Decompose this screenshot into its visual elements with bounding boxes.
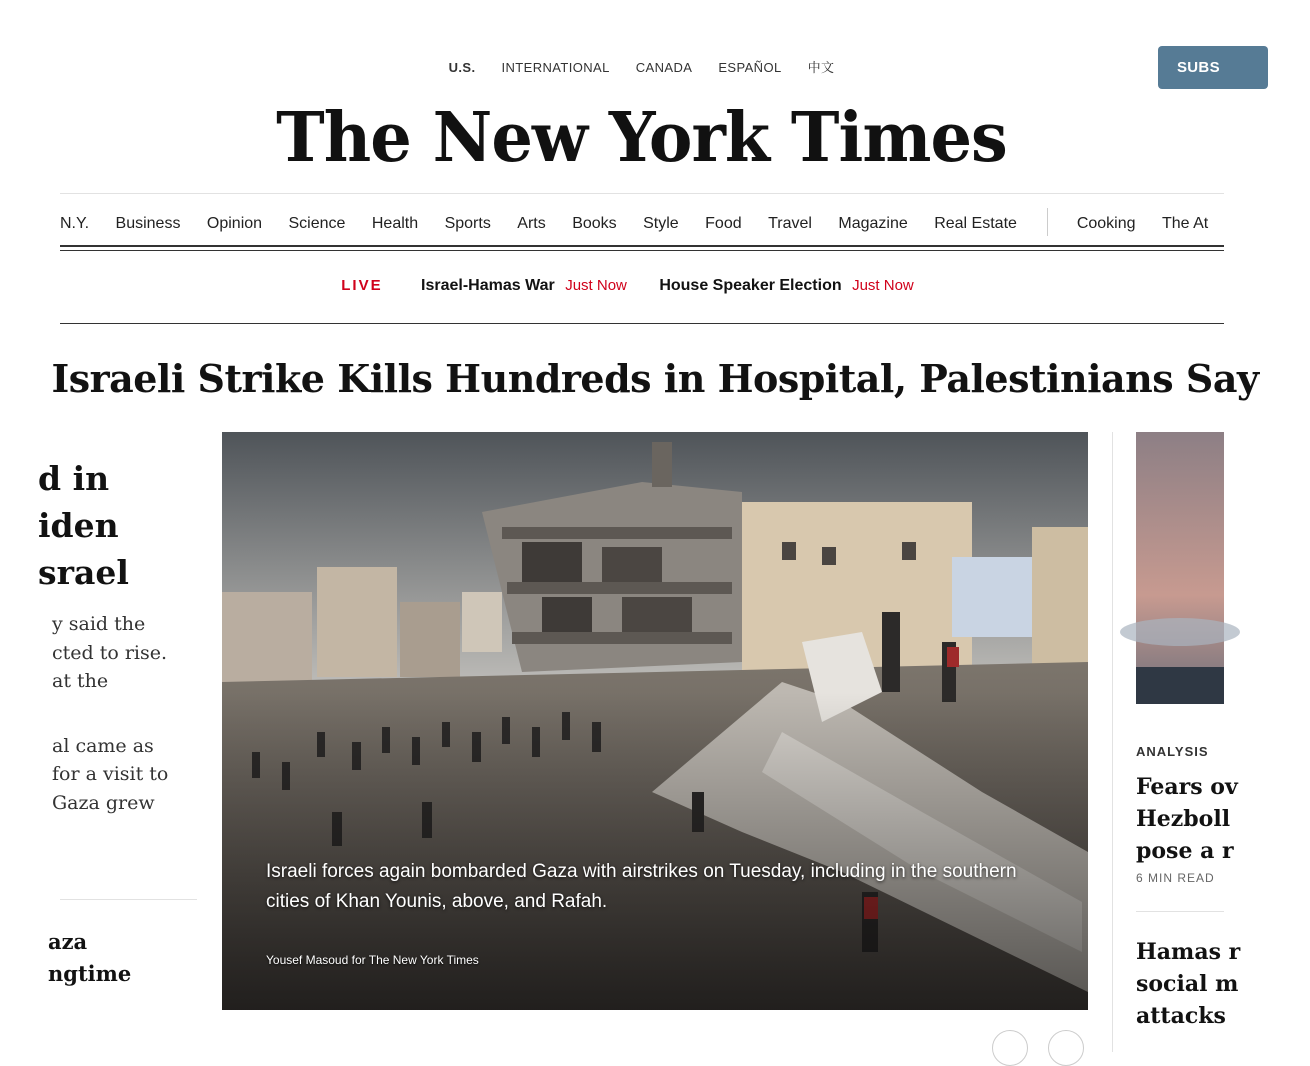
nav-item-the-athletic[interactable]: The At [1161, 215, 1209, 233]
carousel-next-button[interactable] [1048, 1030, 1084, 1066]
nav-item-food[interactable]: Food [705, 215, 742, 233]
left-story-summary-line: y said the [52, 613, 146, 635]
nav-item-opinion[interactable]: Opinion [206, 215, 263, 233]
right-story-headline-line[interactable]: pose a r [1136, 838, 1234, 864]
nav-item-books[interactable]: Books [572, 215, 617, 233]
nav-item-ny[interactable]: N.Y. [60, 215, 90, 233]
section-nav [60, 210, 1224, 234]
nav-item-magazine[interactable]: Magazine [838, 215, 908, 233]
live-time: Just Now [852, 277, 914, 294]
nav-item-science[interactable]: Science [288, 215, 346, 233]
right-story2-headline-line[interactable]: social m [1136, 971, 1239, 997]
right-story-photo-image [1136, 432, 1224, 704]
live-label: LIVE [341, 277, 383, 294]
lead-photo[interactable] [222, 432, 1088, 1010]
photo-credit: Yousef Masoud for The New York Times [266, 953, 479, 967]
analysis-kicker: ANALYSIS [1136, 744, 1209, 759]
left-story-summary-line: cted to rise. [52, 641, 168, 664]
left-story2-headline-line[interactable]: aza [48, 929, 88, 954]
masthead-logo[interactable]: The New York Times [276, 98, 1007, 178]
nav-item-health[interactable]: Health [371, 215, 419, 233]
live-topic-house-speaker[interactable]: House Speaker Election [659, 277, 842, 294]
live-time: Just Now [565, 277, 627, 294]
left-story-headline-line[interactable]: d in [38, 459, 110, 498]
edition-espanol[interactable]: ESPAÑOL [718, 60, 782, 75]
live-bar-rule [60, 323, 1224, 324]
carousel-prev-button[interactable] [992, 1030, 1028, 1066]
right-story-headline-line[interactable]: Fears ov [1136, 774, 1238, 800]
left-story-headline-line[interactable]: iden [38, 506, 119, 545]
right-story-photo[interactable] [1136, 432, 1224, 704]
nav-top-rule [60, 193, 1224, 194]
nav-item-business[interactable]: Business [115, 215, 181, 233]
edition-canada[interactable]: CANADA [635, 60, 693, 75]
edition-us[interactable]: U.S. [448, 60, 476, 75]
nav-item-real-estate[interactable]: Real Estate [934, 215, 1017, 233]
photo-caption: Israeli forces again bombarded Gaza with airstrikes on Tuesday, including in the southern cities of Khan Younis, above, and Rafah. [266, 861, 1017, 912]
read-time: 6 MIN READ [1136, 871, 1215, 885]
nav-item-sports[interactable]: Sports [444, 215, 491, 233]
right-story2-headline-line[interactable]: Hamas r [1136, 939, 1241, 965]
left-story-summary-line: Gaza grew [52, 791, 155, 814]
column-divider [1112, 432, 1113, 1052]
nav-item-travel[interactable]: Travel [768, 215, 812, 233]
lead-photo-image [222, 432, 1088, 1010]
nav-divider [1047, 208, 1048, 236]
left-story-summary-line: at the [52, 670, 109, 692]
lead-headline[interactable]: Israeli Strike Kills Hundreds in Hospital, Palestinians Say [51, 356, 1259, 401]
left-story-column [38, 455, 210, 1055]
edition-chinese[interactable]: 中文 [807, 60, 835, 75]
nav-item-style[interactable]: Style [643, 215, 679, 233]
edition-international[interactable]: INTERNATIONAL [501, 60, 610, 75]
nav-item-cooking[interactable]: Cooking [1076, 215, 1136, 233]
left-story2-headline-line[interactable]: ngtime [48, 961, 132, 986]
subscribe-button[interactable]: SUBS [1158, 46, 1268, 89]
left-story-summary-line: for a visit to [52, 763, 169, 785]
left-story-headline-line[interactable]: srael [38, 553, 129, 592]
right-story-column [1136, 744, 1241, 1056]
left-column-divider [60, 899, 197, 900]
left-story-summary-line: al came as [52, 734, 154, 757]
right-story-headline-line[interactable]: Hezboll [1136, 806, 1231, 832]
nav-double-rule [60, 245, 1224, 247]
live-bar [0, 277, 1283, 295]
right-column-divider [1136, 911, 1224, 912]
right-story2-headline-line[interactable]: attacks [1136, 1003, 1226, 1029]
nav-double-rule-2 [60, 250, 1224, 251]
nav-item-arts[interactable]: Arts [517, 215, 546, 233]
live-topic-israel-hamas[interactable]: Israel-Hamas War [421, 277, 555, 294]
editions-bar [0, 57, 1283, 76]
